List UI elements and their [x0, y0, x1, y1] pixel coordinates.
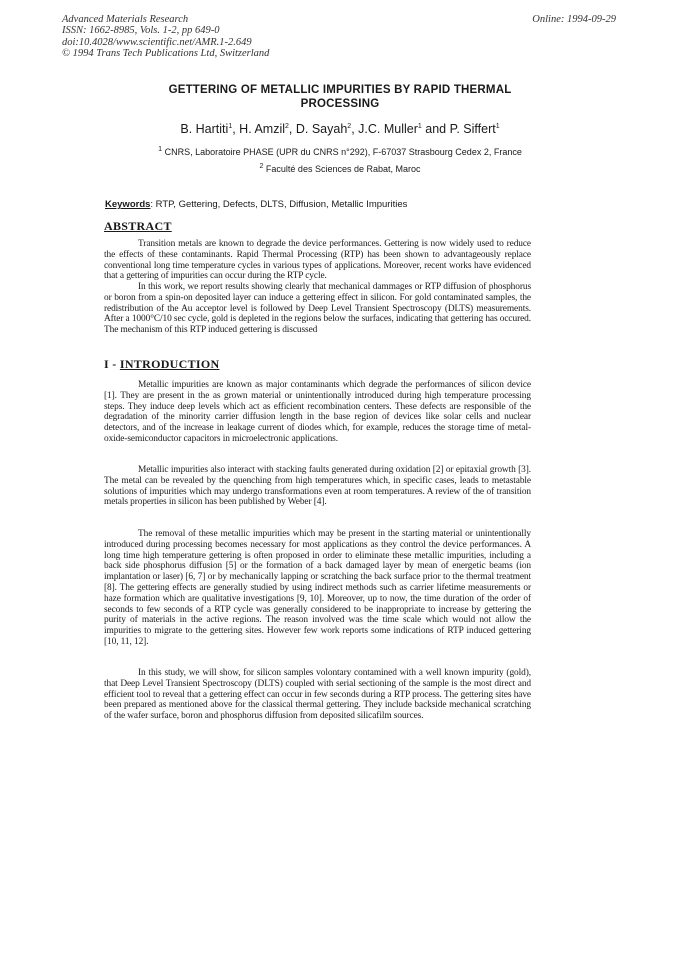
- copyright-line: © 1994 Trans Tech Publications Ltd, Switzerland: [62, 47, 270, 59]
- journal-name: Advanced Materials Research: [62, 14, 189, 25]
- abstract-heading: [104, 219, 172, 234]
- abstract-paragraph-1: Transition metals are known to degrade the device performances. Gettering is now widely used to reduce the effects of these contaminants. Rapid Thermal Processing (RTP) has been shown to advantageously replace conventional long time temperature cycles in various types of applications. Moreover, recent works have evidenced that a gettering of impurities can occur during the RTP cycle.: [104, 239, 531, 282]
- author-affiliation-mark: 1: [495, 122, 500, 130]
- introduction-paragraph-4: In this study, we will show, for silicon samples volontary contamined with a well known impurity (gold), that Deep Level Transient Spectroscopy (DLTS) coupled with serial sectioning of the sample is the most direct and efficient tool to reveal that a gettering effect can occur in few seconds during a RTP process. The gettering sites have been prepared as mentioned above for the classical thermal gettering. They include backside mechanical scratching of the wafer surface, boron and phosphorus diffusion from deposited silicafilm sources.: [104, 668, 531, 722]
- section-number: I -: [104, 357, 120, 371]
- abstract-paragraph-2: In this work, we report results showing clearly that mechanical dammages or RTP diffusion of phosphorus or boron from a spin-on deposited layer can induce a gettering effect in silicon. For gold contaminated samples, the redistribution of the Au acceptor level is followed by Deep Level Transient Spectroscopy (DLTS) measurements. After a 1000°C/10 sec cycle, gold is depleted in the regions below the surfaces, indicating that gettering has occured. The mechanism of this RTP induced gettering is discussed: [104, 282, 531, 336]
- abstract-heading-text: ABSTRACT: [104, 219, 172, 233]
- introduction-heading-text: INTRODUCTION: [119, 357, 220, 371]
- introduction-heading: [104, 357, 220, 372]
- author-affiliation-mark: 1: [228, 122, 233, 130]
- affiliation-mark: 2: [259, 163, 264, 170]
- author-name: B. Hartiti: [180, 122, 229, 136]
- affiliation-text: CNRS, Laboratoire PHASE (UPR du CNRS n°292), F-67037 Strasbourg Cedex 2, France: [164, 147, 522, 157]
- keywords-label: Keywords: [105, 199, 151, 210]
- affiliation-text: Faculté des Sciences de Rabat, Maroc: [265, 164, 421, 174]
- paper-title: [105, 83, 575, 111]
- title-line-1: GETTERING OF METALLIC IMPURITIES BY RAPID THERMAL: [168, 84, 512, 96]
- author-separator: ,: [232, 122, 240, 136]
- author-list: [100, 122, 580, 136]
- author-name: J.C. Muller: [358, 122, 418, 136]
- journal-header: [62, 14, 616, 59]
- introduction-paragraph-1: Metallic impurities are known as major contaminants which degrade the performances of silicon device [1]. They are present in the as grown material or unintentionally introduced during high temperature processing steps. They induce deep levels which act as efficient recombination centers. These defects are responsible of the degradation of the minority carrier diffusion length in the base region of devices like solar cells and nuclear detectors, and of the increase in leakage current of diodes which, for example, reduces the storage time of metal-oxide-semiconductor capacitors in microelectronic applications.: [104, 380, 531, 444]
- introduction-paragraph-3: The removal of these metallic impurities which may be present in the starting material or unintentionally introduced during processing becomes necessary for most applications as they control the device performances. A long time high temperature gettering is often proposed in order to eliminate these metallic impurities, including a back side phosphorus diffusion [5] or the formation of a back damaged layer by mean of energetic beams (ion implantation or laser) [6, 7] or by mechanically lapping or scratching the back surface prior to the thermal treatment [8]. The gettering effects are generally studied by using indirect methods such as carrier lifetime measurements or haze formation which are qualitative investigations [9, 10]. Moreover, up to now, the time duration of the order of seconds to few seconds of a RTP cycle was generally considered to be inappropriate to increase by gettering the purity of materials in the active regions. The reason involved was the time scale which would not allow the impurities to migrate to the gettering sites. However few work reports some indications of RTP induced gettering [10, 11, 12].: [104, 529, 531, 647]
- author-separator: and: [421, 122, 450, 136]
- online-date: Online: 1994-09-29: [532, 14, 616, 25]
- issn-line: ISSN: 1662-8985, Vols. 1-2, pp 649-0: [62, 25, 220, 37]
- keywords-line: [105, 199, 575, 210]
- author-separator: ,: [288, 122, 296, 136]
- author-name: P. Siffert: [449, 122, 496, 136]
- affiliation-mark: 1: [158, 146, 163, 153]
- author-name: H. Amzil: [239, 122, 286, 136]
- introduction-paragraph-2: Metallic impurities also interact with stacking faults generated during oxidation [2] or epitaxial growth [3]. The metal can be revealed by the quenching from high temperatures which, in specific cases, leads to metastable solutions of impurities which may undergo transformations even at room temperatures. A review of the of transition metals properties in silicon has been published by Weber [4].: [104, 465, 531, 508]
- author-affiliation-mark: 2: [347, 122, 352, 130]
- author-affiliation-mark: 2: [285, 122, 289, 130]
- author-name: D. Sayah: [295, 122, 348, 136]
- title-line-2: PROCESSING: [300, 98, 380, 110]
- keywords-text: : RTP, Gettering, Defects, DLTS, Diffusion, Metallic Impurities: [150, 199, 408, 210]
- doi-line[interactable]: doi:10.4028/www.scientific.net/AMR.1-2.649: [62, 36, 252, 48]
- affiliation-2: [100, 164, 580, 174]
- author-affiliation-mark: 1: [417, 122, 422, 130]
- author-separator: ,: [351, 122, 359, 136]
- affiliation-1: [100, 147, 580, 157]
